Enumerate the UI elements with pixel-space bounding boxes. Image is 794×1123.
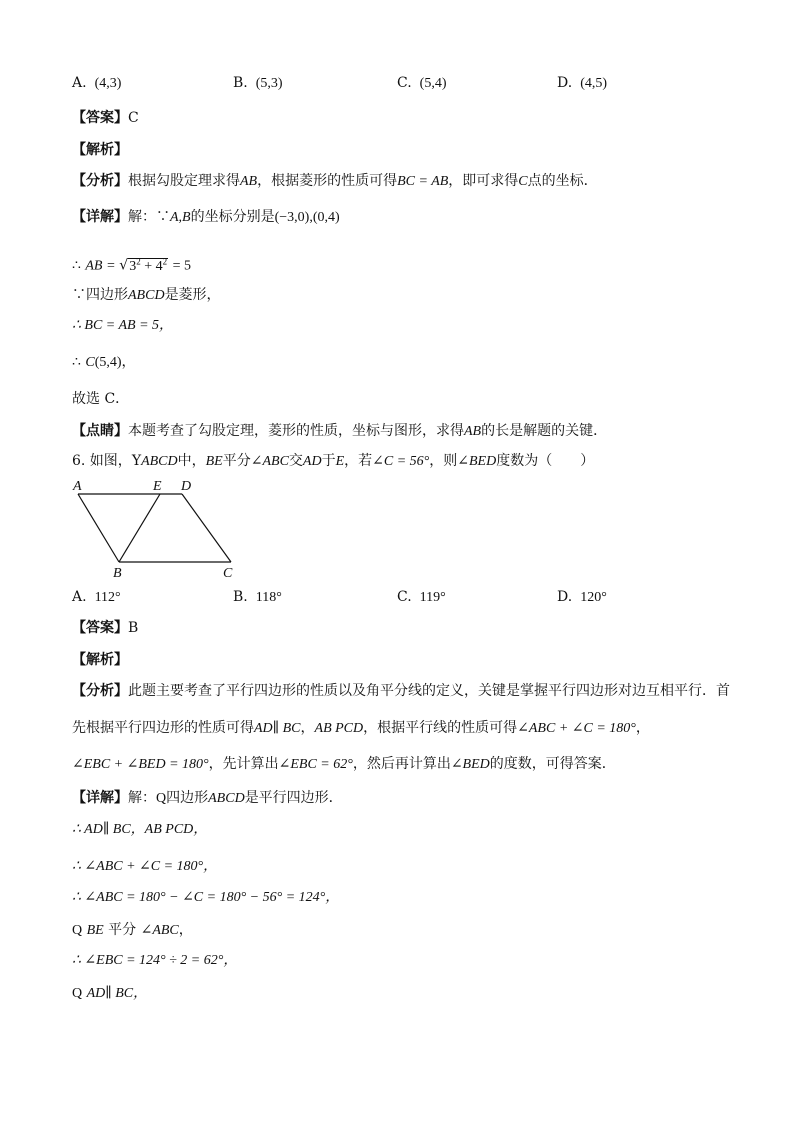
parallelogram-figure <box>68 478 248 580</box>
q6-answer: 【答案】B <box>72 620 139 636</box>
label-d: D <box>181 479 192 494</box>
segment-ab <box>78 494 119 562</box>
q6-fenxi-line-1: 【分析】此题主要考查了平行四边形的性质以及角平分线的定义，关键是掌握平行四边形对边互相平行．首 <box>72 683 730 699</box>
segment-dc <box>182 494 231 562</box>
q6-option-b: B. 118° <box>233 589 282 605</box>
q6-detail: 【详解】解：Q四边形ABCD是平行四边形． <box>72 790 343 806</box>
q5-analysis-heading: 【解析】 <box>72 142 128 158</box>
q5-option-d: D. (4,5) <box>557 75 608 91</box>
q6-fenxi-line-2: 先根据平行四边形的性质可得AD∥ BC，AB PCD，根据平行线的性质可得∠ABC + ∠C = 180°， <box>72 720 650 736</box>
label-a: A <box>73 479 82 494</box>
label-e: E <box>153 479 162 494</box>
q5-step-1: ∴ AB = $√3^2 + 4^2 = 5$ <box>72 256 191 274</box>
q6-option-a: A. 112° <box>72 589 121 605</box>
q5-step-2: ∵四边形ABCD是菱形， <box>72 287 221 303</box>
q6-stem: 6. 如图，YABCD中，BE平分∠ABC交AD于E，若∠C = 56°，则∠BED度数为（ ） <box>72 453 595 469</box>
q6-step-1: ∴ AD∥ BC，AB PCD， <box>72 822 208 837</box>
q6-analysis-heading: 【解析】 <box>72 652 128 668</box>
q5-option-a: A. (4,3) <box>72 75 122 91</box>
q5-option-b: B. (5,3) <box>233 75 283 91</box>
q5-step-4: ∴ C(5,4)， <box>72 354 136 370</box>
q6-step-4: Q BE 平分 ∠ABC， <box>72 922 193 938</box>
q5-detail: 【详解】解：∵A,B的坐标分别是(−3,0),(0,4) <box>72 209 340 225</box>
q6-step-2: ∴ ∠ABC + ∠C = 180°， <box>72 859 218 874</box>
q6-step-6: Q AD∥ BC， <box>72 986 148 1001</box>
label-b: B <box>113 566 122 580</box>
q5-step-3: ∴ BC = AB = 5， <box>72 318 174 333</box>
q5-step-5: 故选 C． <box>72 391 130 407</box>
q6-option-c: C. 119° <box>397 589 446 605</box>
q5-answer: 【答案】C <box>72 110 139 126</box>
q5-option-c: C. (5,4) <box>397 75 447 91</box>
q5-review: 【点睛】本题考查了勾股定理，菱形的性质，坐标与图形，求得AB的长是解题的关键． <box>72 423 608 439</box>
label-c: C <box>223 566 233 580</box>
q5-fenxi: 【分析】根据勾股定理求得AB，根据菱形的性质可得BC = AB，即可求得C点的坐标． <box>72 173 598 189</box>
q6-option-d: D. 120° <box>557 589 607 605</box>
segment-be <box>119 494 160 562</box>
q6-step-3: ∴ ∠ABC = 180° − ∠C = 180° − 56° = 124°， <box>72 890 340 905</box>
q6-fenxi-line-3: ∠EBC + ∠BED = 180°，先计算出∠EBC = 62°，然后再计算出∠BED的度数，可得答案． <box>72 756 616 772</box>
q6-step-5: ∴ ∠EBC = 124° ÷ 2 = 62°， <box>72 953 238 968</box>
